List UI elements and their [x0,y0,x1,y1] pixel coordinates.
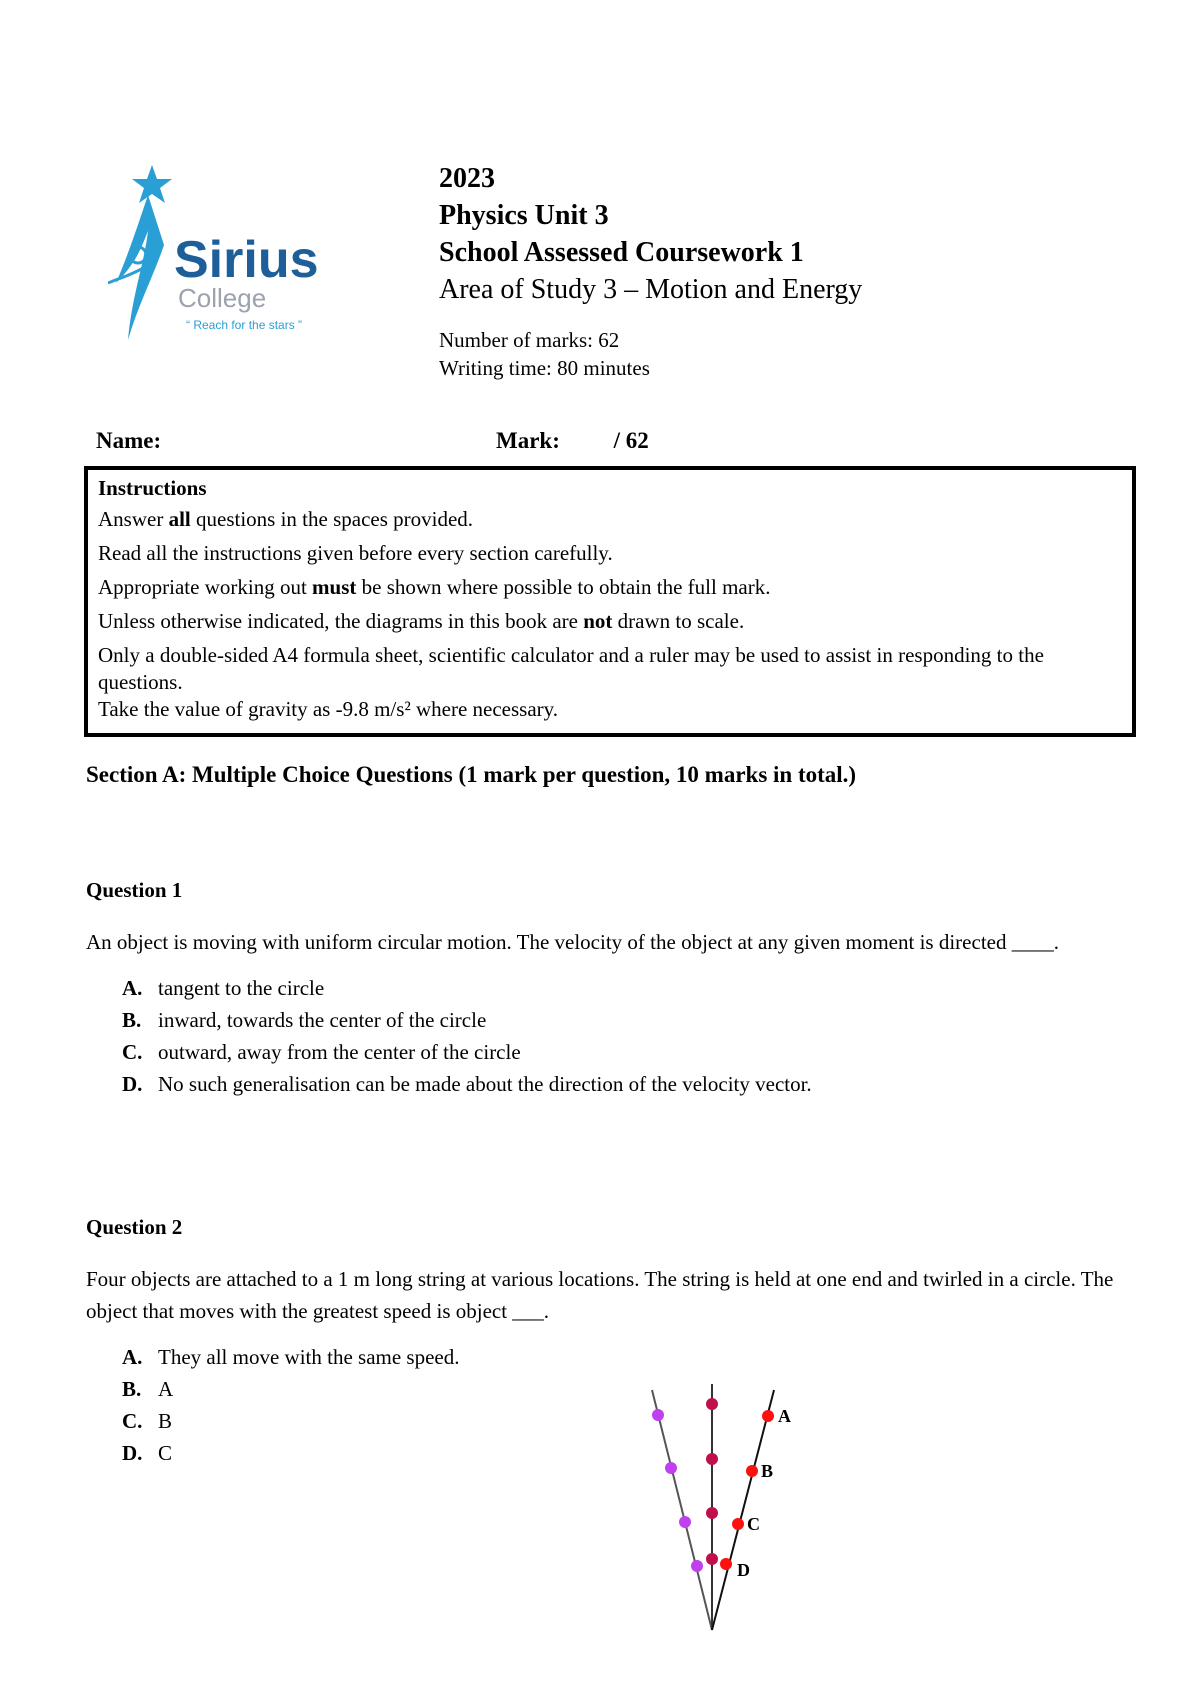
question-stem: Four objects are attached to a 1 m long string at various locations. The string is held at one end and twirled in a circle. The object that moves with the greatest speed is object ___. [86,1267,1114,1323]
option-b[interactable]: B. inward, towards the center of the circle [122,1008,487,1032]
mass-middle [706,1453,718,1465]
mass-left [691,1560,703,1572]
instruction-line: Answer all questions in the spaces provided. [98,507,474,531]
label-c: C [747,1514,760,1534]
string-right [712,1390,774,1630]
name-label: Name: [96,428,162,453]
label-d: D [737,1560,750,1580]
mark-total: / 62 [613,428,649,453]
logo-name: Sirius [174,231,319,289]
instruction-line: Take the value of gravity as -9.8 m/s² where necessary. [98,697,559,721]
question-title: Question 2 [86,1215,183,1239]
logo-sub: College [178,283,267,313]
option-c[interactable]: C. outward, away from the center of the circle [122,1040,521,1064]
instruction-line: Read all the instructions given before every section carefully. [98,541,613,565]
exam-subject: Physics Unit 3 [439,200,609,231]
mass-left [652,1409,664,1421]
option-a[interactable]: A. They all move with the same speed. [122,1345,460,1369]
option-b[interactable]: B. A [122,1377,174,1401]
answer-options [122,1341,1116,1469]
option-c[interactable]: C. B [122,1409,173,1433]
logo-tagline: “ Reach for the stars ” [186,318,303,332]
rotating-string-diagram [640,1384,800,1634]
instructions-box [84,466,1136,737]
mass-middle [706,1398,718,1410]
question-stem: An object is moving with uniform circular motion. The velocity of the object at any given moment is directed ____. [86,930,1059,954]
exam-assessment: School Assessed Coursework 1 [439,237,804,268]
mass-a [762,1410,774,1422]
instruction-line: Only a double-sided A4 formula sheet, scientific calculator and a ruler may be used to assist in responding to the questions. [98,643,1044,694]
mass-c [732,1518,744,1530]
name-field[interactable] [96,428,161,454]
mass-d [720,1558,732,1570]
mark-label: Mark: [496,428,560,453]
exam-area: Area of Study 3 – Motion and Energy [439,274,863,305]
exam-marks: Number of marks: 62 [439,328,620,352]
mass-b [746,1465,758,1477]
string-left [652,1390,712,1630]
option-d[interactable]: D. No such generalisation can be made about the direction of the velocity vector. [122,1072,812,1096]
instruction-line: Appropriate working out must be shown where possible to obtain the full mark. [98,575,771,599]
mass-middle [706,1507,718,1519]
exam-time: Writing time: 80 minutes [439,356,650,380]
instruction-line: Unless otherwise indicated, the diagrams in this book are not drawn to scale. [98,609,745,633]
label-b: B [761,1461,774,1481]
exam-year: 2023 [439,163,495,194]
label-a: A [778,1406,791,1426]
document-header [439,160,862,382]
mass-left [679,1516,691,1528]
option-d[interactable]: D. C [122,1441,173,1465]
mass-middle [706,1553,718,1565]
section-a-heading: Section A: Multiple Choice Questions (1 mark per question, 10 marks in total.) [86,762,857,787]
string-positions-diagram [640,1384,800,1634]
instructions-title: Instructions [98,476,207,500]
mark-field [496,428,649,454]
question-1 [86,876,1116,1100]
mass-left [665,1462,677,1474]
answer-options [122,972,1116,1100]
question-title: Question 1 [86,878,183,902]
college-logo [108,165,338,345]
sirius-star-logo-icon [108,165,338,345]
option-a[interactable]: A. tangent to the circle [122,976,325,1000]
question-2 [86,1213,1116,1469]
